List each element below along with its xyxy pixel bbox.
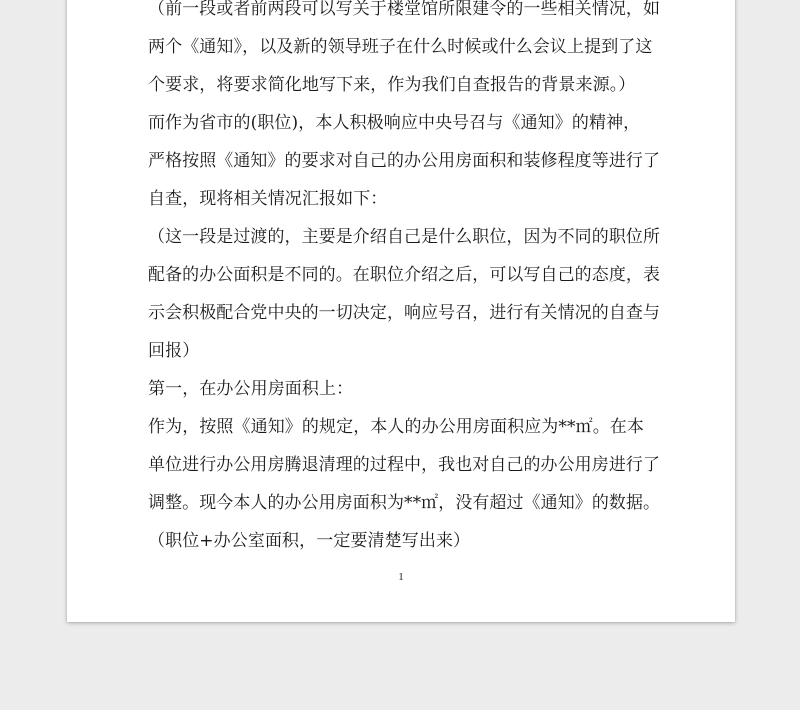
text-line: （前一段或者前两段可以写关于楼堂馆所限建令的一些相关情况，如	[148, 0, 661, 19]
text-line: 两个《通知》，以及新的领导班子在什么时候或什么会议上提到了这	[148, 37, 653, 57]
text-line: 个要求，将要求简化地写下来，作为我们自查报告的背景来源。）	[148, 75, 636, 95]
text-line: 配备的办公面积是不同的。在职位介绍之后，可以写自己的态度，表	[148, 265, 661, 285]
page-number: 1	[398, 571, 404, 583]
text-line: （职位+办公室面积，一定要清楚写出来）	[148, 531, 471, 551]
text-line: 调整。现今本人的办公用房面积为**㎡，没有超过《通知》的数据。	[148, 493, 661, 513]
text-line: 示会积极配合党中央的一切决定，响应号召，进行有关情况的自查与	[148, 303, 661, 323]
text-line: 自查，现将相关情况汇报如下：	[148, 189, 388, 209]
document-page	[67, 0, 735, 622]
text-line: （这一段是过渡的，主要是介绍自己是什么职位，因为不同的职位所	[148, 227, 661, 247]
text-line: 作为，按照《通知》的规定，本人的办公用房面积应为**㎡。在本	[148, 417, 644, 437]
text-line: 单位进行办公用房腾退清理的过程中，我也对自己的办公用房进行了	[148, 455, 661, 475]
text-line: 回报）	[148, 341, 200, 361]
text-line: 第一，在办公用房面积上：	[148, 379, 354, 399]
text-line: 而作为省市的(职位)，本人积极响应中央号召与《通知》的精神，	[148, 113, 641, 133]
text-line: 严格按照《通知》的要求对自己的办公用房面积和装修程度等进行了	[148, 151, 661, 171]
